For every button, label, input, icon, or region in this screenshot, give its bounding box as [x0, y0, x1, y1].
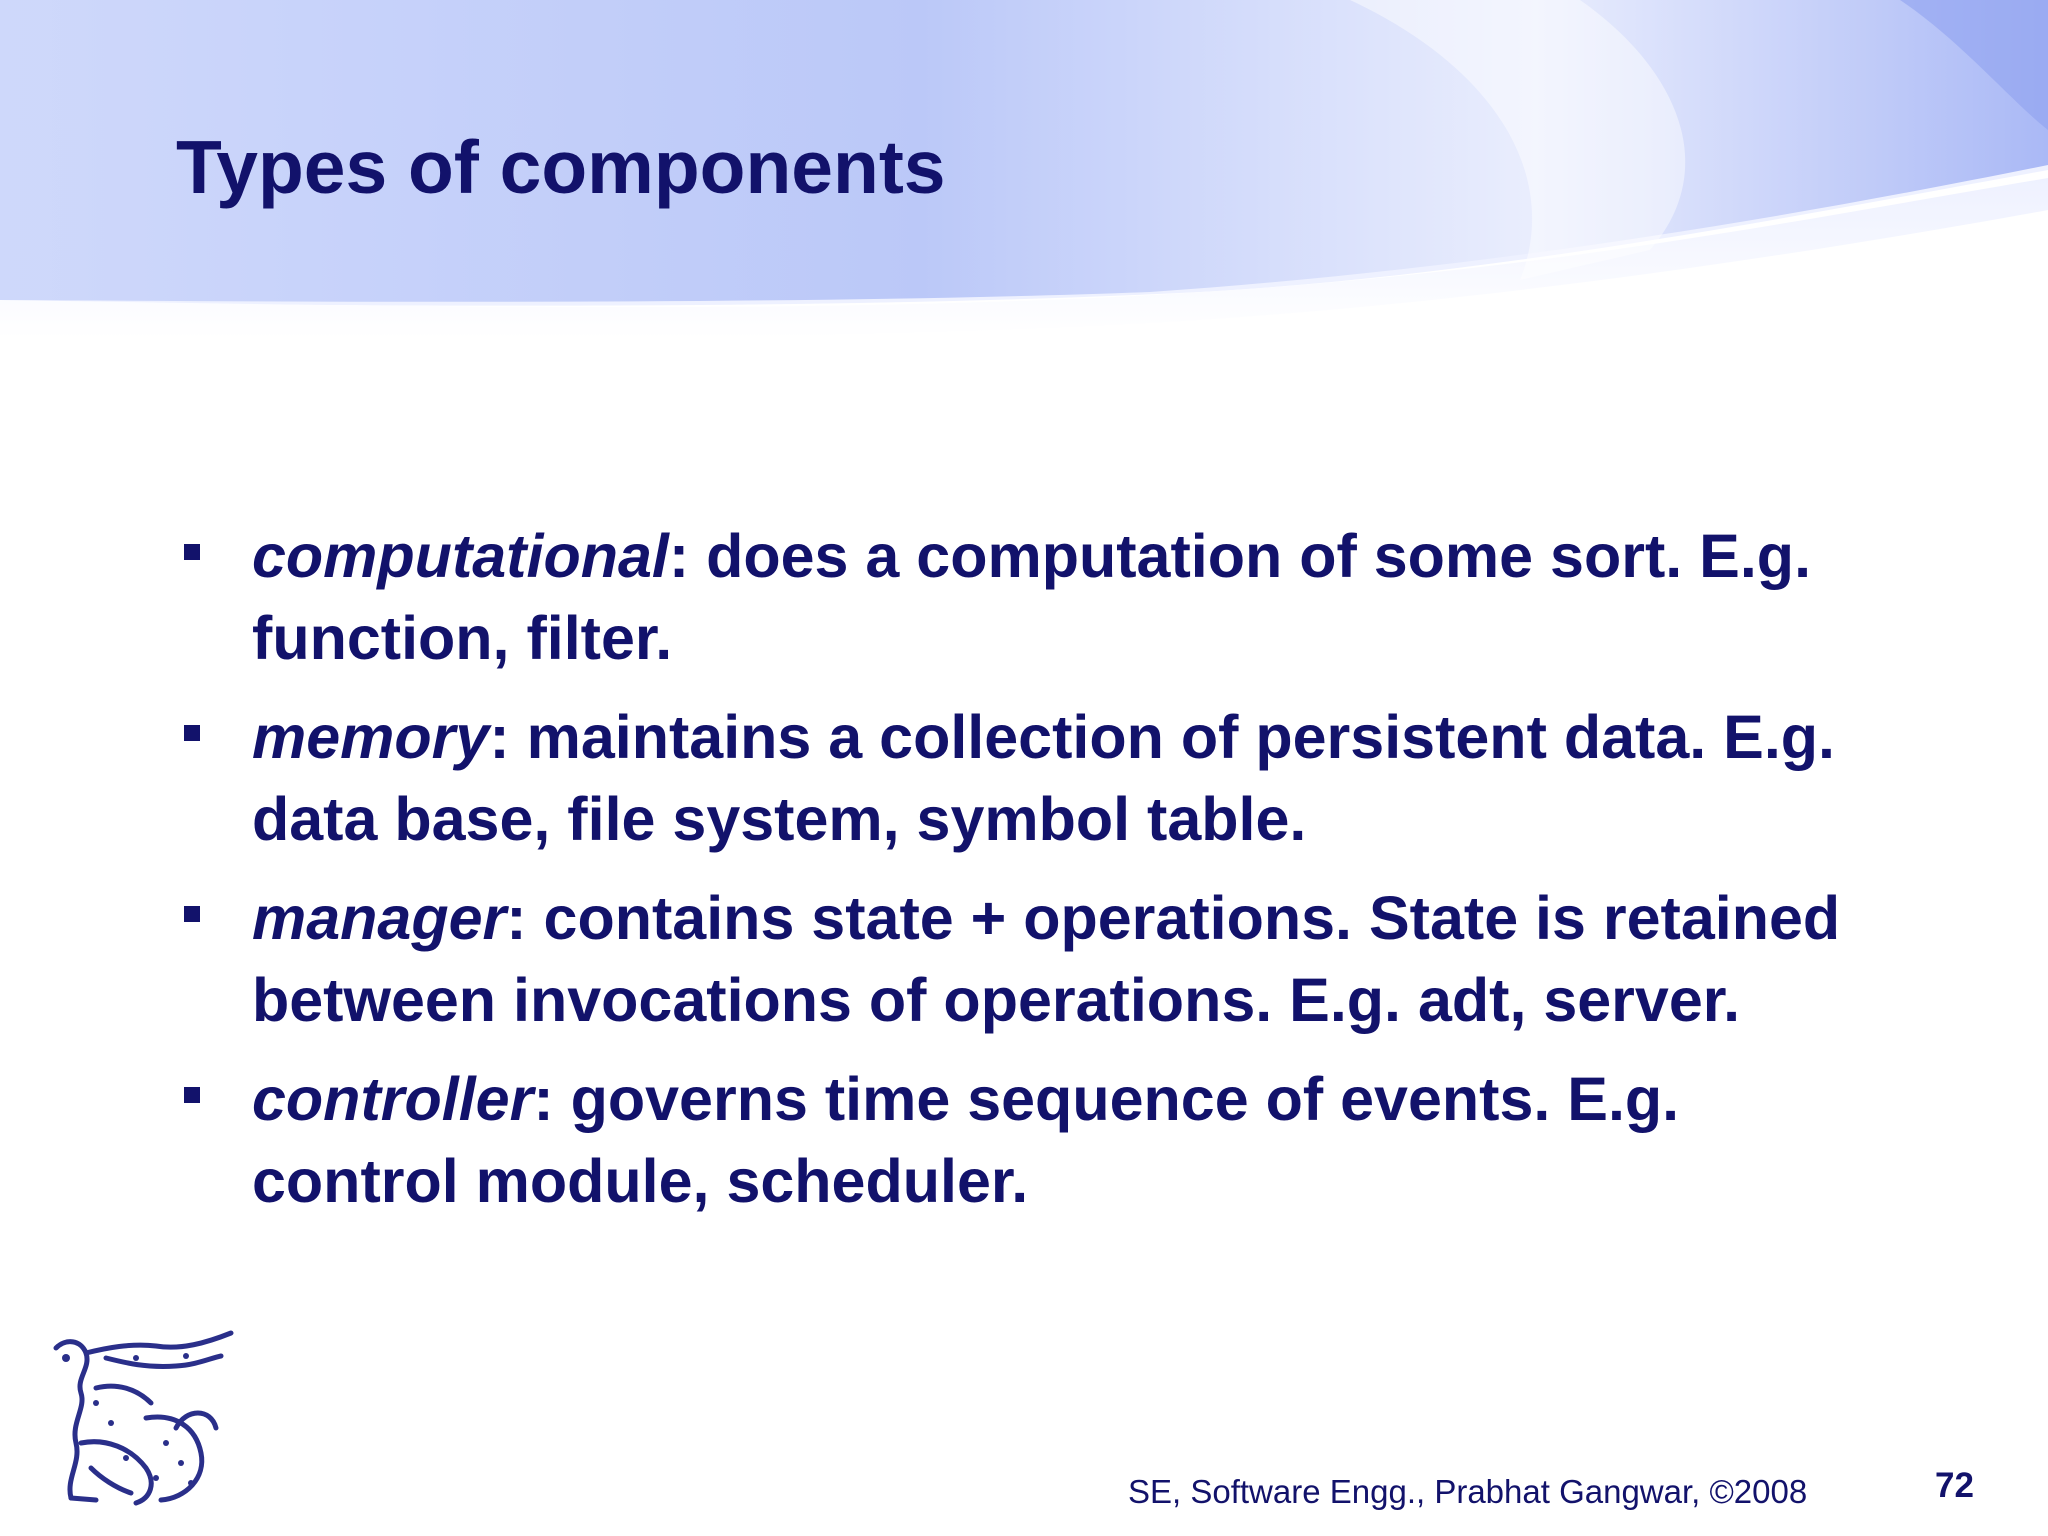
bullet-list: [176, 515, 1896, 1239]
bullet-item-controller: [176, 1058, 1896, 1222]
slide-title: Types of components: [176, 125, 946, 209]
footer-text: SE, Software Engg., Prabhat Gangwar, ©2008: [1128, 1473, 1808, 1510]
bullet-text: : governs time sequence of events. E.g. control module, scheduler.: [252, 1065, 1680, 1215]
bullet-text: : maintains a collection of persistent data. E.g. data base, file system, symbol table.: [252, 703, 1835, 853]
bullet-item-computational: [176, 515, 1896, 679]
square-bullet-icon: [184, 1087, 200, 1103]
bullet-text: : does a computation of some sort. E.g. function, filter.: [252, 522, 1812, 672]
bullet-term: manager: [252, 884, 507, 952]
square-bullet-icon: [184, 725, 200, 741]
bullet-term: controller: [252, 1065, 534, 1133]
bullet-term: memory: [252, 703, 490, 771]
page-number: 72: [1935, 1466, 1974, 1505]
bullet-item-memory: [176, 696, 1896, 860]
bullet-text: : contains state + operations. State is retained between invocations of operations. E.g. adt, server.: [252, 884, 1841, 1034]
griffin-logo-icon: [36, 1328, 236, 1508]
square-bullet-icon: [184, 544, 200, 560]
bullet-item-manager: [176, 877, 1896, 1041]
bullet-term: computational: [252, 522, 669, 590]
square-bullet-icon: [184, 906, 200, 922]
